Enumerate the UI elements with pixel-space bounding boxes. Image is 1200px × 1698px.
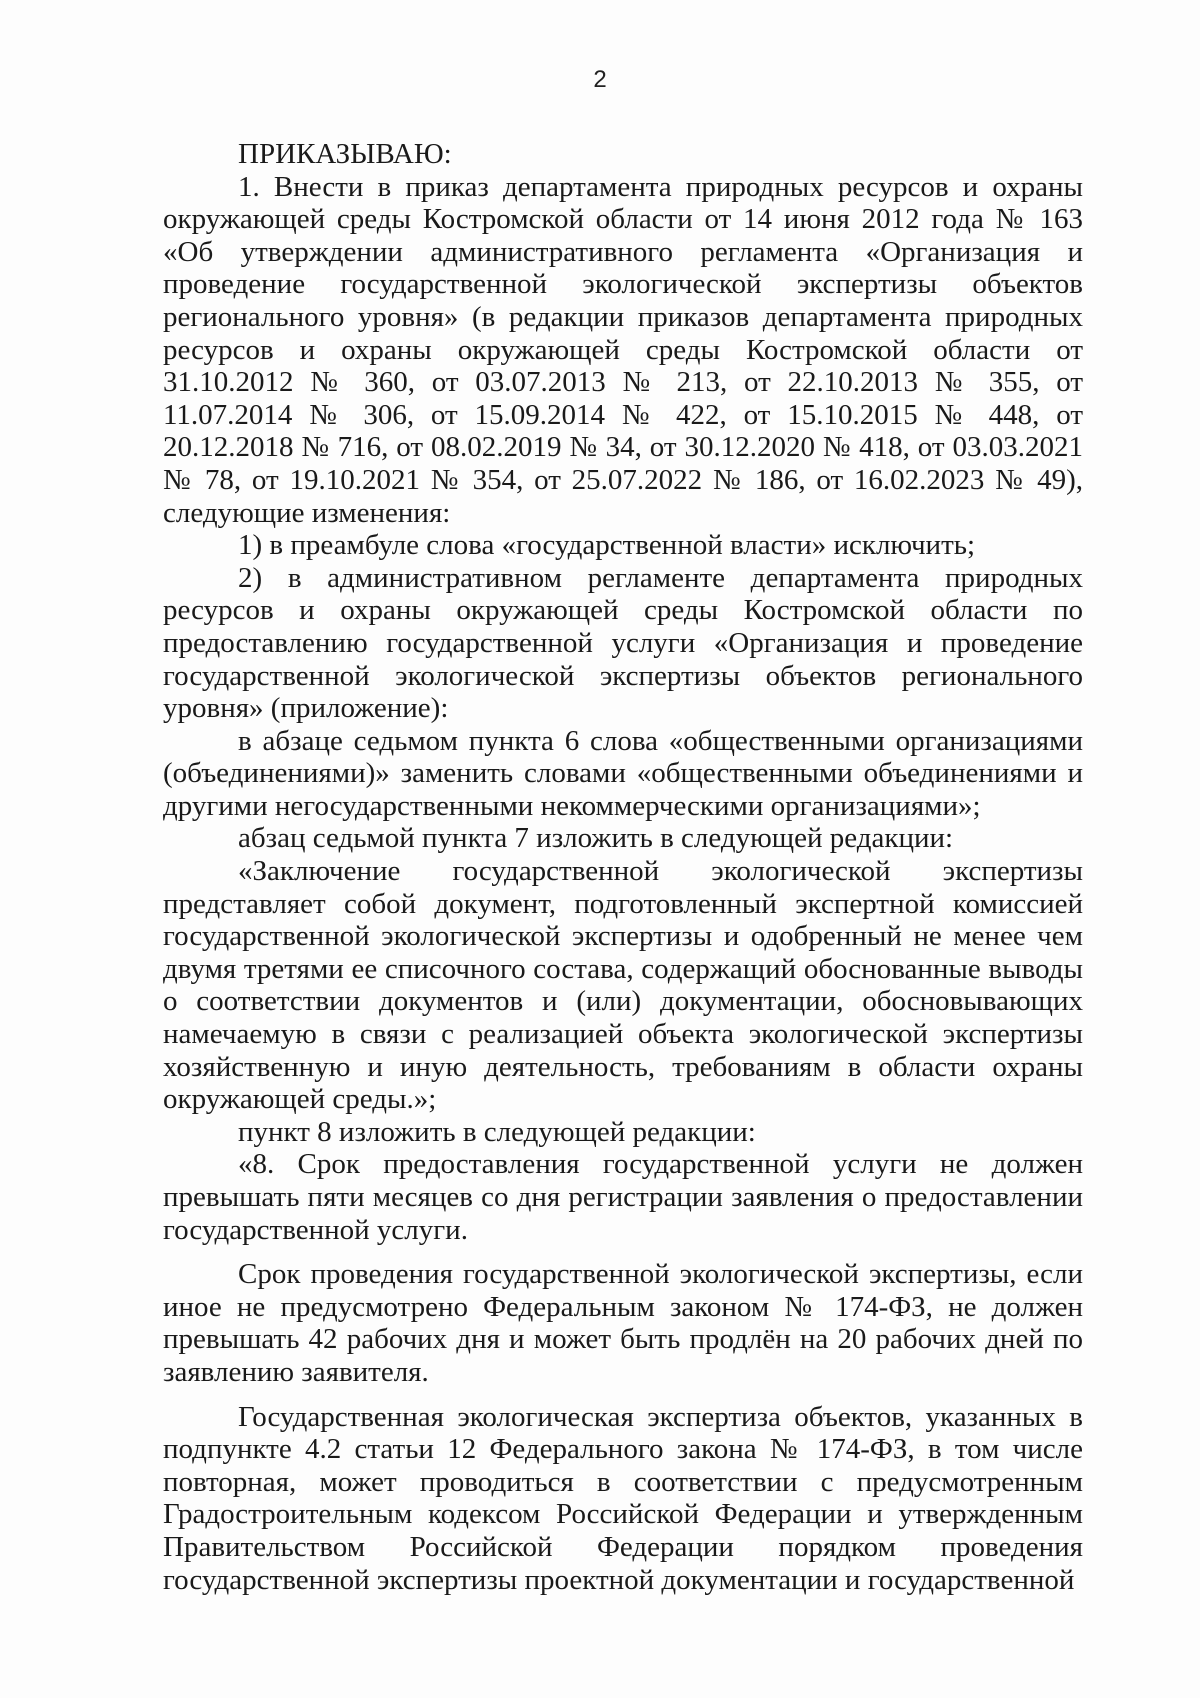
paragraph-8: «8. Срок предоставления государственной услуги не должен превышать пяти месяцев со дня регистрации заявления о предоставлении государственной услуги. bbox=[163, 1148, 1083, 1246]
paragraph-2: 1) в преамбуле слова «государственной власти» исключить; bbox=[238, 529, 976, 562]
paragraph-3: 2) в административном регламенте департамента природных ресурсов и охраны окружающей среды Костромской области по предоставлению государственной услуги «Организация и проведение государственной экологической экспертизы объектов регионального уровня» (приложение): bbox=[163, 561, 1083, 725]
paragraph-5: абзац седьмой пункта 7 изложить в следующей редакции: bbox=[238, 822, 954, 855]
page-number: 2 bbox=[593, 66, 607, 93]
paragraph-4: в абзаце седьмом пункта 6 слова «общественными организациями (объединениями)» заменить словами «общественными объединениями и другими негосударственными некоммерческими организациями»; bbox=[163, 724, 1083, 822]
paragraph-7: пункт 8 изложить в следующей редакции: bbox=[238, 1115, 756, 1148]
order-heading: ПРИКАЗЫВАЮ: bbox=[238, 138, 452, 170]
document-body bbox=[163, 138, 1083, 1596]
paragraph-10: Государственная экологическая экспертиза объектов, указанных в подпункте 4.2 статьи 12 Федерального закона № 174-ФЗ, в том числе повторная, может проводиться в соответствии с предусмотренным Градостроительным кодексом Российской Федерации и утвержденным Правительством Российской Федерации порядком проведения государственной экспертизы проектной документации и государственной bbox=[163, 1400, 1083, 1596]
paragraph-1: 1. Внести в приказ департамента природных ресурсов и охраны окружающей среды Костромской области от 14 июня 2012 года № 163 «Об утверждении административного регламента «Организация и проведение государственной экологической экспертизы объектов регионального уровня» (в редакции приказов департамента природных ресурсов и охраны окружающей среды Костромской области от 31.10.2012 № 360, от 03.07.2013 № 213, от 22.10.2013 № 355, от 11.07.2014 № 306, от 15.09.2014 № 422, от 15.10.2015 № 448, от 20.12.2018 № 716, от 08.02.2019 № 34, от 30.12.2020 № 418, от 03.03.2021 № 78, от 19.10.2021 № 354, от 25.07.2022 № 186, от 16.02.2023 № 49), следующие изменения: bbox=[163, 170, 1083, 529]
paragraph-9: Срок проведения государственной экологической экспертизы, если иное не предусмотрено Федеральным законом № 174-ФЗ, не должен превышать 42 рабочих дня и может быть продлён на 20 рабочих дней по заявлению заявителя. bbox=[163, 1258, 1083, 1388]
paragraph-6: «Заключение государственной экологической экспертизы представляет собой документ, подготовленный экспертной комиссией государственной экологической экспертизы и одобренный не менее чем двумя третями ее списочного состава, содержащий обоснованные выводы о соответствии документов и (или) документации, обосновывающих намечаемую в связи с реализацией объекта экологической экспертизы хозяйственную и иную деятельность, требованиям в области охраны окружающей среды.»; bbox=[163, 855, 1083, 1116]
